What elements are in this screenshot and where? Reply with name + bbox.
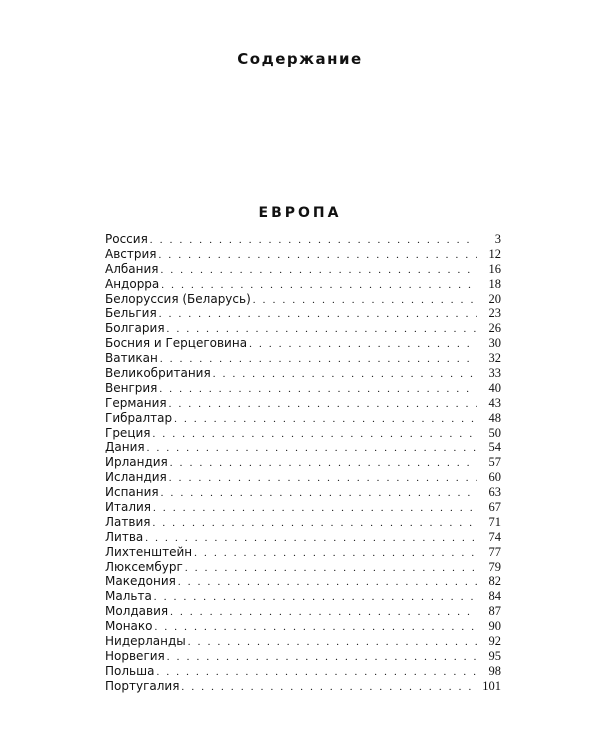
- entry-page-number: 63: [488, 485, 501, 500]
- entry-name: Албания: [105, 261, 159, 276]
- toc-entry[interactable]: [105, 604, 501, 619]
- dot-leader: [249, 337, 477, 351]
- dot-leader: [152, 516, 477, 530]
- toc-entry[interactable]: [105, 574, 501, 589]
- entry-name: Босния и Герцеговина: [105, 336, 248, 351]
- toc-entry[interactable]: [105, 232, 501, 247]
- toc-entry[interactable]: [105, 411, 501, 426]
- entry-name: Молдавия: [105, 604, 169, 619]
- entry-page-number: 23: [488, 306, 501, 321]
- dot-leader: [161, 278, 477, 292]
- dot-leader: [169, 471, 477, 485]
- toc-entry[interactable]: [105, 545, 501, 560]
- entry-name: Дания: [105, 440, 145, 455]
- dot-leader: [159, 248, 477, 262]
- dot-leader: [159, 382, 477, 396]
- entry-page-number: 84: [488, 589, 501, 604]
- dot-leader: [170, 605, 477, 619]
- toc-entry[interactable]: [105, 336, 501, 351]
- toc-entry[interactable]: [105, 455, 501, 470]
- entry-page-number: 79: [488, 559, 501, 574]
- entry-name: Ирландия: [105, 455, 168, 470]
- entry-page-number: 71: [488, 514, 501, 529]
- toc-entry[interactable]: [105, 262, 501, 277]
- toc-entry[interactable]: [105, 277, 501, 292]
- entry-name: Бельгия: [105, 306, 157, 321]
- entry-page-number: 48: [488, 410, 501, 425]
- entry-page-number: 57: [488, 455, 501, 470]
- toc-entry[interactable]: [105, 351, 501, 366]
- toc-entry[interactable]: [105, 485, 501, 500]
- toc-entry[interactable]: [105, 366, 501, 381]
- toc-entry[interactable]: [105, 381, 501, 396]
- entry-name: Белоруссия (Беларусь): [105, 291, 251, 306]
- dot-leader: [188, 635, 477, 649]
- toc-entry[interactable]: [105, 470, 501, 485]
- toc-entry[interactable]: [105, 515, 501, 530]
- entry-name: Лихтенштейн: [105, 544, 193, 559]
- dot-leader: [185, 561, 477, 575]
- dot-leader: [213, 367, 477, 381]
- toc-entry[interactable]: [105, 247, 501, 262]
- entry-page-number: 12: [488, 246, 501, 261]
- dot-leader: [154, 590, 477, 604]
- toc-entry[interactable]: [105, 560, 501, 575]
- dot-leader: [150, 233, 477, 247]
- entry-name: Великобритания: [105, 366, 211, 381]
- toc-entry[interactable]: [105, 649, 501, 664]
- dot-leader: [167, 322, 477, 336]
- dot-leader: [147, 441, 477, 455]
- toc-entry[interactable]: [105, 619, 501, 634]
- toc-entry[interactable]: [105, 679, 501, 694]
- dot-leader: [194, 546, 477, 560]
- toc-entry[interactable]: [105, 500, 501, 515]
- entry-name: Норвегия: [105, 648, 165, 663]
- entry-page-number: 16: [488, 261, 501, 276]
- entry-page-number: 67: [488, 500, 501, 515]
- entry-page-number: 101: [482, 678, 501, 693]
- dot-leader: [161, 486, 477, 500]
- entry-page-number: 74: [488, 529, 501, 544]
- dot-leader: [161, 263, 478, 277]
- entry-name: Польша: [105, 663, 155, 678]
- entry-page-number: 90: [488, 619, 501, 634]
- toc-entry[interactable]: [105, 396, 501, 411]
- toc-entry[interactable]: [105, 634, 501, 649]
- dot-leader: [169, 397, 477, 411]
- dot-leader: [160, 352, 477, 366]
- dot-leader: [167, 650, 477, 664]
- entry-page-number: 3: [494, 232, 501, 246]
- entry-name: Греция: [105, 425, 151, 440]
- entry-name: Португалия: [105, 678, 180, 693]
- toc-entry[interactable]: [105, 321, 501, 336]
- entry-page-number: 50: [488, 425, 501, 440]
- dot-leader: [181, 680, 477, 694]
- entry-name: Литва: [105, 529, 144, 544]
- entry-page-number: 82: [488, 574, 501, 589]
- entry-page-number: 92: [488, 634, 501, 649]
- toc-entry[interactable]: [105, 530, 501, 545]
- entry-name: Андорра: [105, 276, 160, 291]
- entry-name: Россия: [105, 232, 148, 246]
- entry-name: Венгрия: [105, 380, 158, 395]
- page-title: Содержание: [237, 50, 363, 68]
- dot-leader: [156, 665, 477, 679]
- entry-name: Австрия: [105, 246, 157, 261]
- toc-entry[interactable]: [105, 440, 501, 455]
- entry-page-number: 26: [488, 321, 501, 336]
- entry-page-number: 87: [488, 604, 501, 619]
- entry-page-number: 20: [488, 291, 501, 306]
- dot-leader: [154, 620, 477, 634]
- entry-name: Германия: [105, 395, 167, 410]
- entry-name: Гибралтар: [105, 410, 173, 425]
- entry-page-number: 30: [488, 336, 501, 351]
- entry-name: Мальта: [105, 589, 152, 604]
- toc-entry[interactable]: [105, 664, 501, 679]
- entry-name: Исландия: [105, 470, 167, 485]
- entry-name: Италия: [105, 500, 152, 515]
- entry-name: Люксембург: [105, 559, 183, 574]
- entry-page-number: 43: [488, 395, 501, 410]
- toc-entry[interactable]: [105, 292, 501, 307]
- dot-leader: [178, 575, 477, 589]
- entry-page-number: 32: [488, 351, 501, 366]
- dot-leader: [145, 531, 477, 545]
- toc-entry[interactable]: [105, 426, 501, 441]
- entry-name: Латвия: [105, 514, 151, 529]
- entry-page-number: 98: [488, 663, 501, 678]
- toc-entry[interactable]: [105, 306, 501, 321]
- entry-name: Испания: [105, 485, 159, 500]
- toc-entry[interactable]: [105, 589, 501, 604]
- entry-page-number: 40: [488, 380, 501, 395]
- dot-leader: [159, 307, 477, 321]
- entry-page-number: 18: [488, 276, 501, 291]
- section-title: ЕВРОПА: [258, 205, 342, 221]
- dot-leader: [153, 427, 477, 441]
- entry-name: Македония: [105, 574, 176, 589]
- entry-page-number: 54: [488, 440, 501, 455]
- entry-page-number: 33: [488, 366, 501, 381]
- entry-name: Монако: [105, 619, 153, 634]
- dot-leader: [253, 293, 477, 307]
- entry-page-number: 77: [488, 544, 501, 559]
- entry-name: Болгария: [105, 321, 165, 336]
- entry-page-number: 60: [488, 470, 501, 485]
- dot-leader: [174, 412, 477, 426]
- dot-leader: [170, 456, 477, 470]
- dot-leader: [153, 501, 477, 515]
- entry-name: Ватикан: [105, 351, 158, 366]
- entry-name: Нидерланды: [105, 634, 186, 649]
- entry-page-number: 95: [488, 648, 501, 663]
- table-of-contents: [105, 232, 501, 694]
